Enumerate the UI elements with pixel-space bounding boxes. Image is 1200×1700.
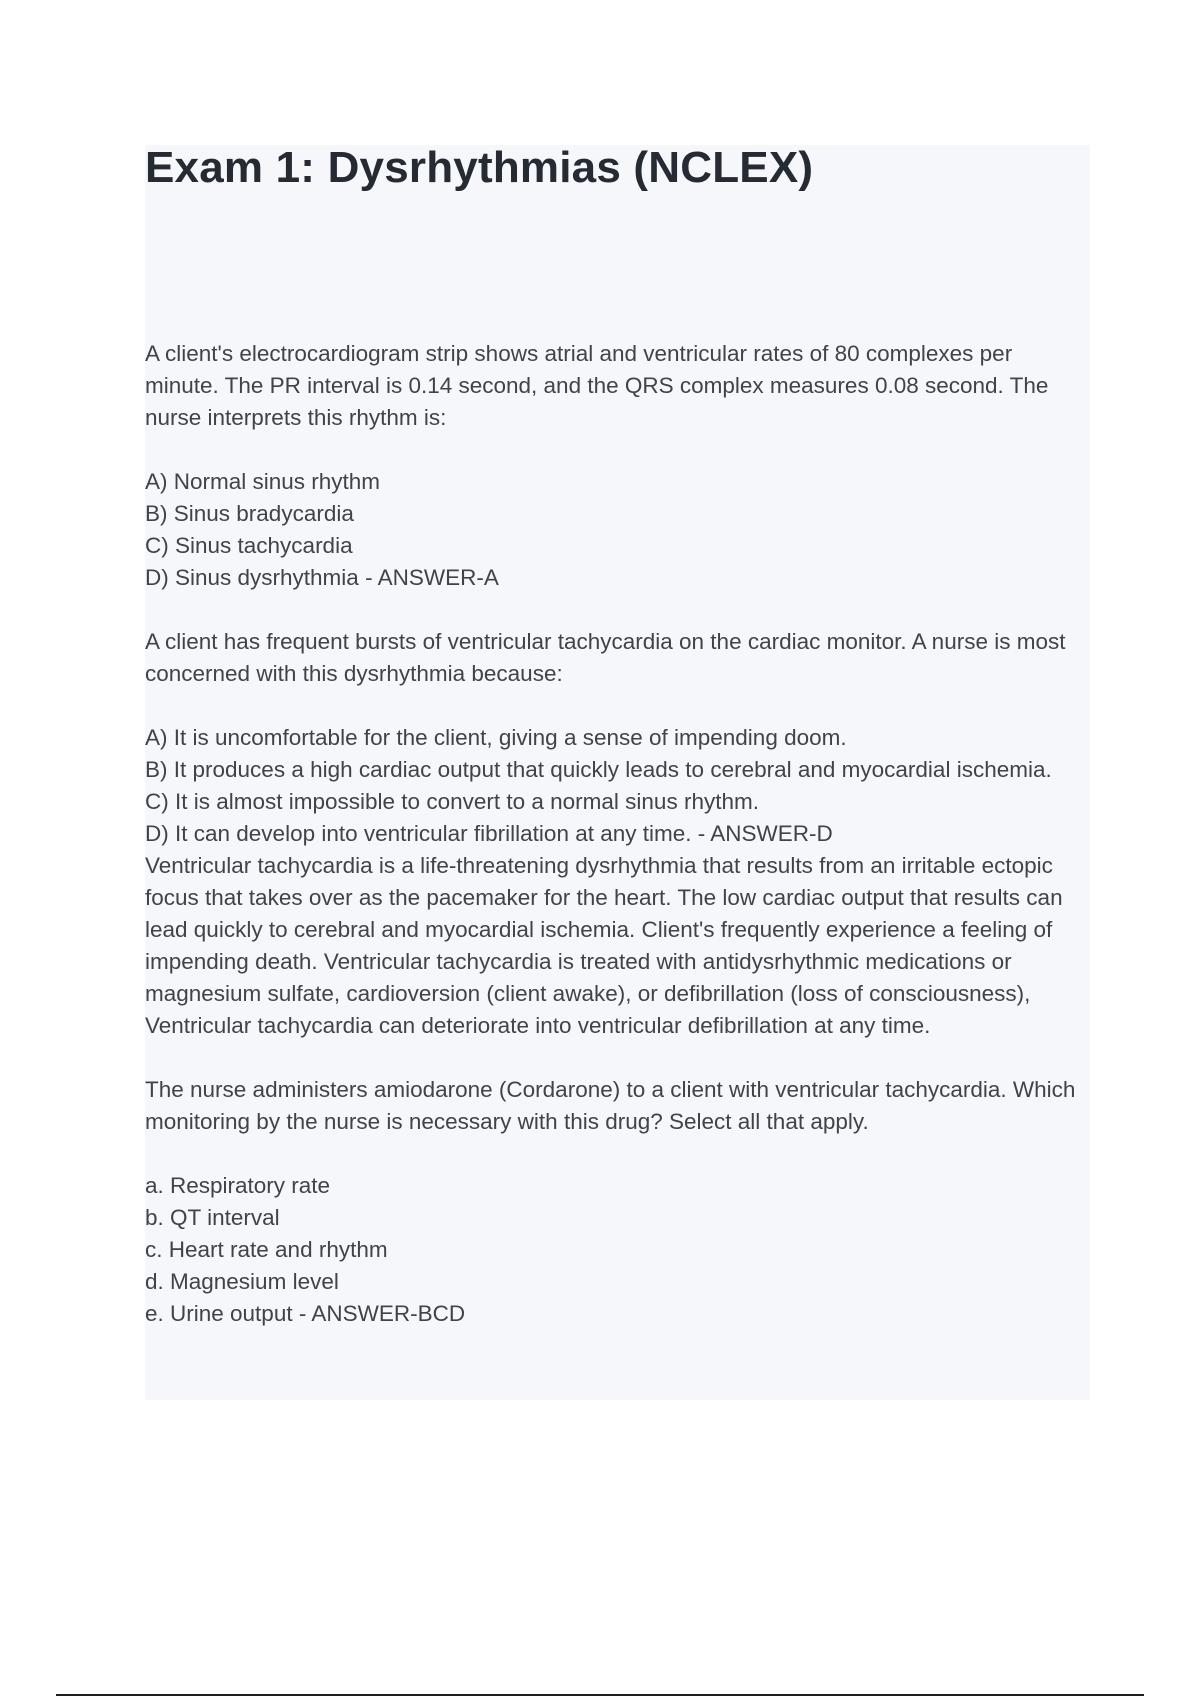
question-text: A client's electrocardiogram strip shows atrial and ventricular rates of 80 complexes per minute. The PR interval is 0.14 second, and the QRS complex measures 0.08 second. The nurse interprets this rhythm is:: [145, 341, 1049, 430]
question-text: A client has frequent bursts of ventricular tachycardia on the cardiac monitor. A nurse is most concerned with this dysrhythmia because:: [145, 629, 1066, 686]
question-2: [145, 626, 1090, 1042]
answer-option: D) It can develop into ventricular fibrillation at any time. - ANSWER-D: [145, 821, 833, 846]
answer-option: B) It produces a high cardiac output that quickly leads to cerebral and myocardial ischemia.: [145, 757, 1052, 782]
question-1: [145, 338, 1090, 594]
answer-option: d. Magnesium level: [145, 1269, 339, 1294]
page-bottom-rule: [56, 1694, 1144, 1696]
answer-option: C) Sinus tachycardia: [145, 533, 353, 558]
answer-option: b. QT interval: [145, 1205, 280, 1230]
answer-option: a. Respiratory rate: [145, 1173, 331, 1198]
answer-option: B) Sinus bradycardia: [145, 501, 354, 526]
question-text: The nurse administers amiodarone (Cordarone) to a client with ventricular tachycardia. Which monitoring by the nurse is necessary with this drug? Select all that apply.: [145, 1077, 1076, 1134]
answer-explanation: Ventricular tachycardia is a life-threatening dysrhythmia that results from an irritable ectopic focus that takes over as the pacemaker for the heart. The low cardiac output that results can lead quickly to cerebral and myocardial ischemia. Client's frequently experience a feeling of impending death. Ventricular tachycardia is treated with antidysrhythmic medications or magnesium sulfate, cardioversion (client awake), or defibrillation (loss of consciousness), Ventricular tachycardia can deteriorate into ventricular defibrillation at any time.: [145, 853, 1063, 1038]
answer-option: e. Urine output - ANSWER-BCD: [145, 1301, 466, 1326]
page-title: Exam 1: Dysrhythmias (NCLEX): [145, 143, 814, 192]
answer-option: A) Normal sinus rhythm: [145, 469, 381, 494]
answer-option: c. Heart rate and rhythm: [145, 1237, 388, 1262]
answer-option: C) It is almost impossible to convert to a normal sinus rhythm.: [145, 789, 759, 814]
question-3: [145, 1074, 1090, 1330]
answer-option: D) Sinus dysrhythmia - ANSWER-A: [145, 565, 499, 590]
answer-option: A) It is uncomfortable for the client, giving a sense of impending doom.: [145, 725, 847, 750]
document-body: [145, 338, 1090, 1330]
